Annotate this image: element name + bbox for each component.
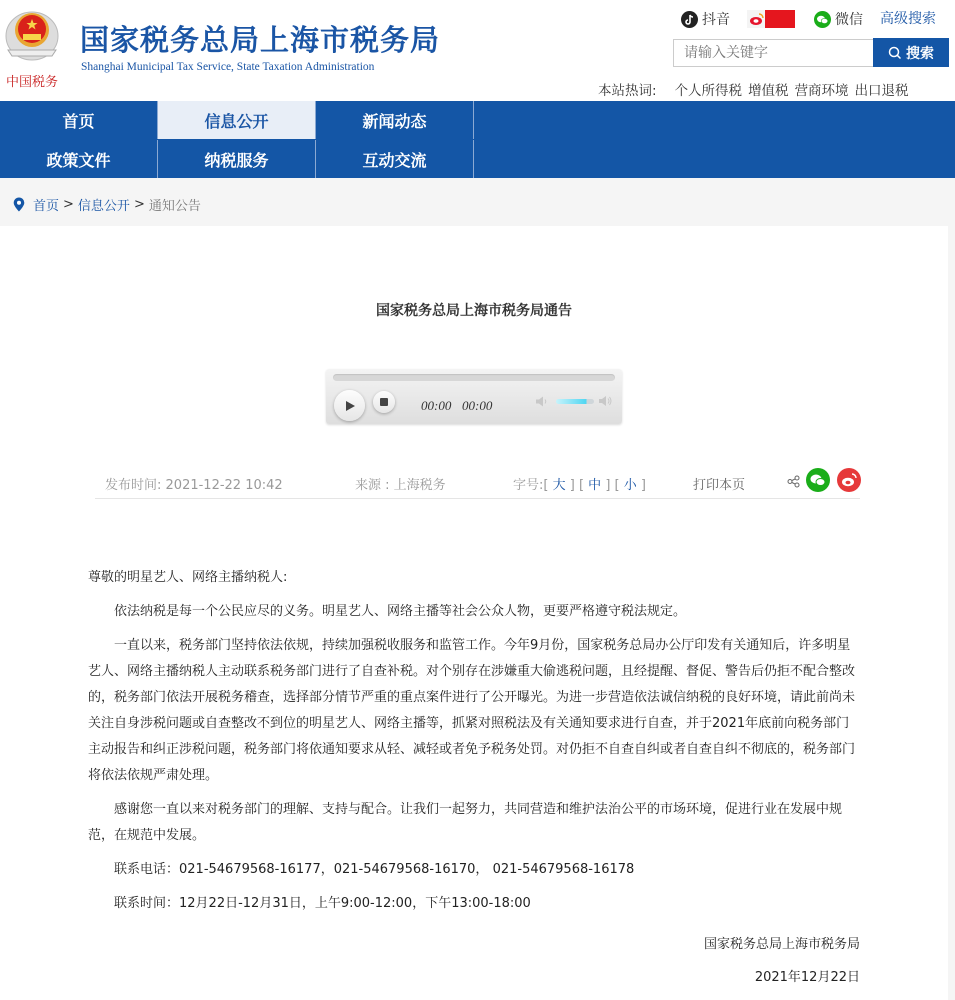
signature-date: 2021年12月22日 xyxy=(754,970,860,985)
nav-news[interactable]: 新闻动态 xyxy=(316,101,474,139)
share-icon[interactable] xyxy=(787,475,800,488)
nav-policy-docs[interactable]: 政策文件 xyxy=(0,140,158,178)
wechat-link[interactable]: 微信 xyxy=(814,9,863,29)
contact-hours: 联系时间：12月22日-12月31日，上午9:00-12:00，下午13:00-18:00 xyxy=(114,896,531,911)
weibo-share-icon[interactable] xyxy=(837,468,861,492)
paragraph: 感谢您一直以来对税务部门的理解、支持与配合。让我们一起努力，共同营造和维护法治公平的市场环境，促进行业在发展中规范，在规范中发展。 xyxy=(88,802,843,843)
stop-icon xyxy=(380,398,388,406)
volume-high-icon[interactable] xyxy=(599,395,613,407)
weibo-link[interactable] xyxy=(747,9,795,29)
volume-low-icon[interactable] xyxy=(536,396,548,407)
signature: 国家税务总局上海市税务局 xyxy=(703,937,860,952)
hotword-link[interactable]: 营商环境 xyxy=(794,83,849,99)
site-subtitle: Shanghai Municipal Tax Service, State Taxation Administration xyxy=(81,61,375,73)
nav-home[interactable]: 首页 xyxy=(0,101,158,139)
site-title[interactable]: 国家税务总局上海市税务局 xyxy=(80,23,441,57)
paragraph: 一直以来，税务部门坚持依法依规，持续加强税收服务和监管工作。今年9月份，国家税务总局办公厅印发有关通知后，许多明星艺人、网络主播纳税人主动联系税务部门进行了自查补税。对个别存在涉嫌重大偷逃税问题，且经提醒、督促、警告后仍拒不配合整改的，税务部门依法开展税务稽查，选择部分情节严重的重点案件进行了公开曝光。为进一步营造依法诚信纳税的良好环境，请此前尚未关注自身涉税问题或自查整改不到位的明星艺人、网络主播等，抓紧对照税法及有关通知要求进行自查，并于2021年底前向税务部门主动报告和纠正涉税问题，税务部门将依通知要求从轻、减轻或者免予税务处罚。对仍拒不自查自纠或者自查自纠不彻底的，税务部门将依法依规严肃处理。 xyxy=(88,638,856,783)
douyin-icon xyxy=(681,11,698,28)
audio-player xyxy=(326,369,622,424)
weibo-label-block xyxy=(765,10,795,28)
advanced-search-link[interactable]: 高级搜索 xyxy=(880,11,936,27)
svg-text:中国税务: 中国税务 xyxy=(5,75,59,90)
current-time: 00:00 xyxy=(421,398,452,413)
contact-phone: 联系电话：021-54679568-16177，021-54679568-16170， 021-54679568-16178 xyxy=(114,862,635,877)
location-pin-icon xyxy=(13,197,25,212)
audio-progress-bar[interactable] xyxy=(333,374,615,381)
hotword-link[interactable]: 出口退税 xyxy=(854,83,909,99)
font-size-large[interactable]: 大 xyxy=(552,478,566,493)
article-body xyxy=(88,565,862,917)
search-button[interactable]: 搜索 xyxy=(873,38,949,67)
search-input[interactable] xyxy=(673,39,875,67)
breadcrumb-info-disclosure[interactable]: 信息公开 xyxy=(77,199,130,214)
breadcrumb-home[interactable]: 首页 xyxy=(33,199,60,214)
stop-button[interactable] xyxy=(373,391,395,413)
font-size-small[interactable]: 小 xyxy=(623,478,637,493)
paragraph: 依法纳税是每一个公民应尽的义务。明星艺人、网络主播等社会公众人物，更要严格遵守税法规定。 xyxy=(114,604,687,619)
play-button[interactable] xyxy=(334,390,365,421)
breadcrumb: 首页 > 信息公开 > 通知公告 xyxy=(13,195,201,214)
duration: 00:00 xyxy=(462,398,493,413)
source: 来源 : 上海税务 xyxy=(355,478,446,493)
nav-tax-service[interactable]: 纳税服务 xyxy=(158,140,316,178)
play-icon xyxy=(344,400,356,412)
breadcrumb-current: 通知公告 xyxy=(148,199,201,214)
divider xyxy=(95,498,860,499)
hotwords: 本站热词: 个人所得税 增值税 营商环境 出口退税 xyxy=(598,79,909,99)
volume-slider[interactable] xyxy=(556,399,594,404)
hotword-link[interactable]: 个人所得税 xyxy=(674,83,743,99)
article-title: 国家税务总局上海市税务局通告 xyxy=(376,303,572,319)
nav-interaction[interactable]: 互动交流 xyxy=(316,140,474,178)
search-icon xyxy=(888,46,902,60)
wechat-icon xyxy=(814,11,831,28)
weibo-icon xyxy=(747,10,765,28)
publish-time: 2021-12-22 10:42 xyxy=(165,478,283,493)
salutation: 尊敬的明星艺人、网络主播纳税人: xyxy=(88,570,288,585)
page-scroll-gutter xyxy=(948,226,955,1000)
font-size-controls: 字号:[ 大 ] [ 中 ] [ 小 ] xyxy=(513,478,646,493)
nav-info-disclosure[interactable]: 信息公开 xyxy=(158,101,316,139)
tax-emblem-logo[interactable] xyxy=(4,6,60,92)
wechat-share-icon[interactable] xyxy=(806,468,830,492)
site-header xyxy=(0,0,955,101)
print-link[interactable]: 打印本页 xyxy=(693,478,746,493)
douyin-link[interactable]: 抖音 xyxy=(681,9,730,29)
font-size-medium[interactable]: 中 xyxy=(588,478,602,493)
hotword-link[interactable]: 增值税 xyxy=(748,83,789,99)
main-nav xyxy=(0,101,955,178)
